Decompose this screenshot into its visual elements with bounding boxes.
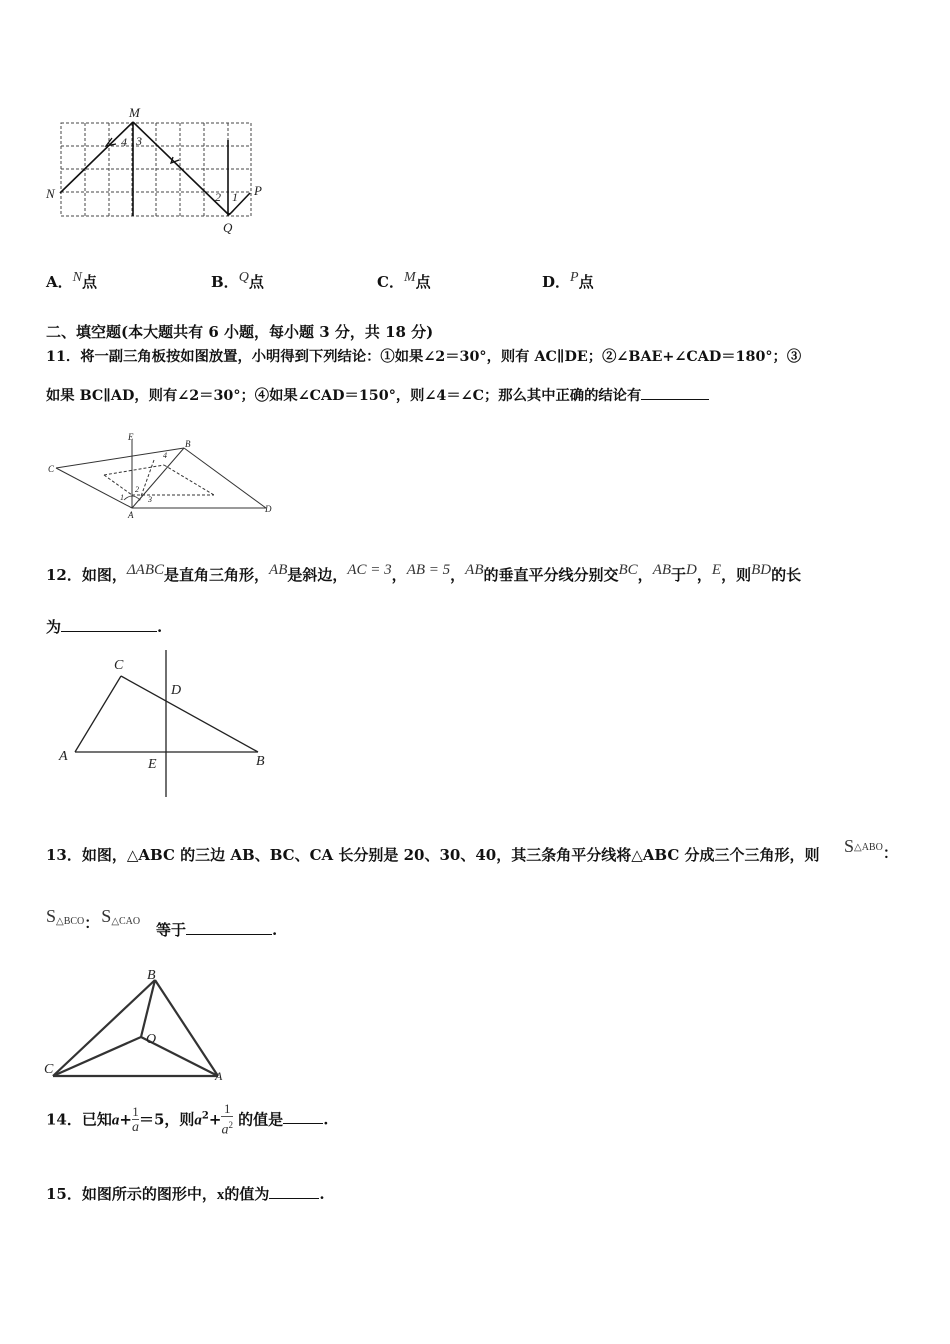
q11-figure — [44, 430, 284, 520]
line-c-a — [56, 468, 132, 508]
q14-frac-2: $\frac{1}{a^2}$ — [221, 1101, 233, 1138]
label-C: C — [48, 464, 55, 474]
q14-line: 14．已知a+ $\frac{1}{a}$ ＝5，则$a^2+$ $\frac{1}{a^2}$ 的值是 . — [46, 1101, 329, 1138]
q15-answer-blank[interactable] — [269, 1184, 319, 1199]
arrow-2 — [171, 157, 179, 163]
option-a-var: N — [72, 270, 82, 285]
q13-answer-blank[interactable] — [186, 920, 272, 935]
q11-answer-blank[interactable] — [641, 385, 709, 400]
label-N: N — [46, 186, 55, 201]
q13-ratio-1: S△ABO： — [844, 836, 898, 862]
side-cb — [121, 676, 258, 752]
bisector-b — [141, 980, 155, 1037]
option-c-suffix: 点 — [415, 273, 431, 291]
q14-frac-1: $\frac{1}{a}$ — [131, 1103, 139, 1135]
section-heading: 二、填空题(本大题共有 6 小题，每小题 3 分，共 18 分) — [46, 323, 434, 341]
label-angle-4: 4 — [121, 135, 127, 149]
q11-line1: 11．将一副三角板按如图放置，小明得到下列结论：①如果∠2＝30°，则有 AC∥DE；②∠BAE+∠CAD＝180°；③ — [46, 349, 802, 365]
label-angle-4: 4 — [163, 451, 167, 460]
q11-line2 — [46, 385, 709, 406]
option-d-var: P — [570, 270, 579, 285]
label-A: A — [128, 510, 134, 520]
side-cb — [53, 980, 155, 1076]
option-d-suffix: 点 — [578, 273, 594, 291]
option-d[interactable] — [542, 272, 594, 294]
label-angle-1: 1 — [120, 493, 124, 502]
q13-line1: 13．如图，△ABC 的三边 AB、BC、CA 长分别是 20、30、40，其三条角平分线将△ABC 分成三个三角形，则 — [46, 846, 820, 864]
label-B: B — [256, 754, 265, 769]
option-a-suffix: 点 — [81, 273, 97, 291]
q12-line1: 12．如图，ΔABC是直角三角形，AB是斜边，AC = 3，AB = 5，AB的垂直平分线分别交BC，AB于D，E，则BD的长 — [46, 562, 802, 584]
option-b-var: Q — [238, 270, 249, 285]
line-n-m — [60, 122, 133, 193]
option-c-letter: C． — [377, 273, 404, 291]
q15-line: 15．如图所示的图形中，x的值为 . — [46, 1185, 325, 1203]
label-E: E — [148, 757, 157, 772]
label-B: B — [185, 439, 191, 449]
label-E: E — [128, 432, 134, 442]
q10-figure — [40, 100, 280, 240]
option-b-suffix: 点 — [248, 273, 264, 291]
q12-answer-blank[interactable] — [61, 617, 157, 632]
q12-figure — [50, 650, 280, 800]
label-C: C — [114, 658, 124, 673]
label-A: A — [59, 749, 68, 764]
q13-ratio-2: S△BCO： S△CAO — [46, 906, 141, 932]
option-c-var: M — [403, 270, 416, 285]
option-b-letter: B． — [211, 273, 239, 291]
q13-tail: 等于 . — [156, 921, 278, 939]
label-M: M — [129, 105, 140, 120]
label-angle-1: 1 — [232, 190, 238, 204]
label-angle-3: 3 — [148, 495, 152, 504]
label-angle-3: 3 — [136, 134, 142, 148]
option-a[interactable] — [46, 272, 97, 294]
q14-answer-blank[interactable] — [283, 1109, 323, 1124]
option-a-letter: A． — [46, 273, 73, 291]
label-O: O — [146, 1032, 157, 1047]
q12-math-triangle: ΔABC — [126, 562, 165, 578]
label-angle-2: 2 — [135, 485, 139, 494]
option-b[interactable] — [211, 272, 264, 294]
label-D: D — [171, 683, 182, 698]
bisector-c — [53, 1037, 141, 1076]
label-A: A — [215, 1069, 223, 1083]
side-ac — [75, 676, 121, 752]
line-b-d — [184, 448, 266, 508]
q11-line2-text: 如果 BC∥AD，则有∠2＝30°；④如果∠CAD＝150°，则∠4＝∠C；那么其中正确的结论有 — [46, 388, 642, 404]
label-Q: Q — [223, 220, 233, 235]
grid — [61, 123, 251, 216]
q13-figure — [40, 965, 240, 1090]
q12-line2: 为 . — [46, 618, 163, 636]
label-D: D — [265, 504, 272, 514]
option-d-letter: D． — [542, 273, 571, 291]
side-ba — [155, 980, 218, 1076]
label-C: C — [44, 1062, 54, 1077]
label-P: P — [254, 183, 262, 198]
label-B: B — [147, 968, 156, 983]
label-angle-2: 2 — [215, 190, 221, 204]
option-c[interactable] — [377, 272, 431, 294]
